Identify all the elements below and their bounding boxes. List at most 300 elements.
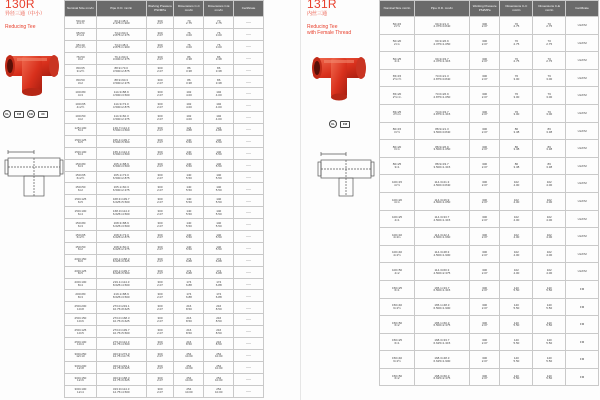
table-row [65, 124, 264, 136]
cell-pipe-od: 114.3×60.3 4.500×2.375 [96, 112, 146, 124]
cell-dimension-ce: 140 5.50 [533, 316, 566, 334]
cell-working-pressure: 300 2.07 [469, 333, 500, 351]
cell-dimension-cc: 140 5.50 [500, 316, 533, 334]
cell-dimension-ce: 140 5.50 [204, 147, 234, 159]
cell-working-pressure: 300 2.07 [469, 52, 500, 70]
cell-dimension-cc: 174 6.88 [174, 266, 204, 278]
table-row [380, 298, 599, 316]
cell-dimension-cc: 216 8.50 [174, 314, 204, 326]
cell-certificate: ----- [234, 290, 264, 302]
cell-certificate: ----- [234, 135, 264, 147]
cell-pipe-od: 168.3×60.3 6.625×2.375 [415, 368, 470, 386]
cell-pipe-od: 219.1×114.3 8.625×4.500 [96, 278, 146, 290]
cell-nominal-size: 65×25 2½×1 [380, 104, 415, 122]
cell-certificate: ----- [234, 231, 264, 243]
cell-certificate: FM [566, 316, 599, 334]
cell-dimension-ce: 174 6.88 [204, 254, 234, 266]
table-row [65, 100, 264, 112]
table-row [380, 228, 599, 246]
cell-dimension-ce: 140 5.50 [204, 242, 234, 254]
fm-icon: FM [14, 111, 24, 118]
cell-dimension-cc: 140 5.50 [500, 298, 533, 316]
cell-certificate: ----- [234, 147, 264, 159]
cell-pipe-od: 323.9×168.3 12.75×6.625 [96, 373, 146, 385]
cell-nominal-size: 300×100 12×4 [65, 385, 97, 397]
cell-pipe-od: 60.3×33.7 2.375×1.315 [415, 52, 470, 70]
table-row [65, 219, 264, 231]
cell-dimension-ce: 70 2.75 [204, 17, 234, 29]
cell-nominal-size: 125×100 5×4 [65, 124, 97, 136]
table-row [65, 302, 264, 314]
cell-pipe-od: 323.9×219.1 12.75×8.625 [96, 361, 146, 373]
table-row [380, 122, 599, 140]
cell-dimension-ce: 140 5.50 [533, 280, 566, 298]
cell-pipe-od: 168.3×73.0 6.625×2.875 [96, 231, 146, 243]
cell-pipe-od: 273.0×219.1 10.75×8.625 [96, 302, 146, 314]
cell-nominal-size: 150×25 6×1 [380, 333, 415, 351]
cell-dimension-ce: 254 10.00 [204, 385, 234, 397]
table-row [380, 87, 599, 105]
cell-dimension-cc: 70 2.75 [500, 34, 533, 52]
table-row [65, 373, 264, 385]
cell-dimension-cc: 140 5.50 [500, 280, 533, 298]
cell-dimension-cc: 140 5.50 [174, 195, 204, 207]
cell-dimension-ce: 140 5.50 [204, 183, 234, 195]
cell-working-pressure: 300 2.07 [146, 64, 174, 76]
cell-pipe-od: 168.3×33.7 6.625×1.315 [415, 333, 470, 351]
cell-dimension-ce: 140 5.50 [533, 351, 566, 369]
table-row [65, 231, 264, 243]
cell-pipe-od: 273.0×168.3 10.75×6.625 [96, 314, 146, 326]
table-row [65, 76, 264, 88]
cell-certificate: ----- [234, 254, 264, 266]
table-row [65, 28, 264, 40]
cell-dimension-cc: 102 4.00 [500, 192, 533, 210]
cell-working-pressure: 300 2.07 [469, 140, 500, 158]
table-row [380, 263, 599, 281]
cell-dimension-cc: 86 3.38 [500, 157, 533, 175]
cell-dimension-ce: 102 4.00 [533, 228, 566, 246]
cell-dimension-ce: 86 3.38 [533, 157, 566, 175]
cell-certificate: ----- [234, 266, 264, 278]
cell-certificate: ----- [234, 338, 264, 350]
cell-nominal-size: 200×125 8×5 [65, 266, 97, 278]
subtitle-chinese: 异径三通（中小） [5, 11, 46, 17]
cell-working-pressure: 300 2.07 [469, 157, 500, 175]
cell-dimension-cc: 102 4.00 [500, 263, 533, 281]
cell-nominal-size: 50×40 2×1½ [65, 17, 97, 29]
cell-nominal-size: 100×80 4×3 [65, 88, 97, 100]
cell-working-pressure: 300 2.07 [146, 349, 174, 361]
reducing-tee-photo [4, 38, 60, 98]
cell-dimension-cc: 86 3.38 [500, 140, 533, 158]
threaded-tee-photo [311, 48, 367, 108]
cell-pipe-od: 60.3×48.3 2.375×1.900 [96, 17, 146, 29]
table-row [65, 361, 264, 373]
cell-working-pressure: 300 2.07 [146, 385, 174, 397]
cell-pipe-od: 73.0×33.7 2.875×1.315 [415, 104, 470, 122]
cell-certificate: UL/FM [566, 245, 599, 263]
cell-dimension-ce: 140 5.50 [204, 207, 234, 219]
subtitle-english-2: with Female Thread [307, 30, 352, 36]
col-dimension-cc: Dimensions C-C mm/in [174, 1, 204, 17]
cell-pipe-od: 88.9×33.7 3.500×1.315 [415, 157, 470, 175]
cell-nominal-size: 250×125 10×5 [65, 326, 97, 338]
cell-dimension-cc: 254 10.00 [174, 385, 204, 397]
cell-pipe-od: 139.7×114.3 5.500×4.500 [96, 124, 146, 136]
cell-nominal-size: 250×200 10×8 [65, 302, 97, 314]
cell-nominal-size: 100×65 4×2½ [65, 100, 97, 112]
cell-nominal-size: 100×15 4×½ [380, 175, 415, 193]
cell-dimension-ce: 76 3.00 [533, 104, 566, 122]
cell-certificate: ----- [234, 385, 264, 397]
cell-dimension-cc: 102 4.00 [500, 210, 533, 228]
cell-working-pressure: 300 2.07 [146, 88, 174, 100]
cell-certificate: UL/FM [566, 263, 599, 281]
cell-dimension-cc: 70 2.75 [174, 17, 204, 29]
cell-working-pressure: 300 2.07 [469, 316, 500, 334]
cell-working-pressure: 300 2.07 [146, 159, 174, 171]
cell-nominal-size: 150×65 6×2½ [65, 171, 97, 183]
cell-dimension-ce: 140 5.50 [204, 195, 234, 207]
cell-dimension-ce: 174 6.88 [204, 266, 234, 278]
cell-working-pressure: 300 2.07 [146, 242, 174, 254]
cell-dimension-ce: 70 2.75 [533, 17, 566, 35]
table-row [380, 104, 599, 122]
cell-working-pressure: 300 2.07 [146, 231, 174, 243]
cell-working-pressure: 300 2.07 [146, 100, 174, 112]
cell-certificate: FM [566, 368, 599, 386]
cell-nominal-size: 150×50 6×2 [65, 183, 97, 195]
table-row [65, 195, 264, 207]
cell-working-pressure: 300 2.07 [469, 122, 500, 140]
cell-certificate: UL/FM [566, 228, 599, 246]
cell-dimension-ce: 140 5.50 [204, 231, 234, 243]
cell-pipe-od: 73.0×48.3 2.875×1.900 [96, 40, 146, 52]
cell-dimension-cc: 216 8.50 [174, 338, 204, 350]
cell-certificate: UL/FM [566, 192, 599, 210]
table-row [380, 333, 599, 351]
fm-icon: FM [340, 121, 350, 128]
spec-table-131r [379, 0, 599, 386]
cell-pipe-od: 323.9×114.3 12.75×4.500 [96, 385, 146, 397]
cell-dimension-ce: 216 8.50 [204, 326, 234, 338]
spec-table-body [65, 17, 264, 398]
cell-certificate: ----- [234, 52, 264, 64]
cell-working-pressure: 300 2.07 [469, 368, 500, 386]
cell-certificate: UL/FM [566, 34, 599, 52]
cell-dimension-ce: 216 8.50 [204, 338, 234, 350]
cell-dimension-cc: 76 3.00 [500, 104, 533, 122]
cell-certificate: FM [566, 333, 599, 351]
cell-certificate: ----- [234, 159, 264, 171]
cell-working-pressure: 300 2.07 [469, 263, 500, 281]
cell-working-pressure: 300 2.07 [146, 52, 174, 64]
cell-dimension-ce: 254 10.00 [204, 349, 234, 361]
cell-dimension-ce: 216 8.50 [204, 314, 234, 326]
cell-working-pressure: 300 2.07 [146, 171, 174, 183]
cell-pipe-od: 219.1×88.9 8.625×3.500 [96, 290, 146, 302]
table-row [65, 183, 264, 195]
table-row [380, 69, 599, 87]
cell-working-pressure: 300 2.07 [146, 124, 174, 136]
table-row [380, 175, 599, 193]
cell-certificate: ----- [234, 242, 264, 254]
cell-pipe-od: 73.0×60.3 2.875×2.375 [96, 28, 146, 40]
col-working-pressure: Working Pressure PSI/MPa [469, 1, 500, 17]
cell-certificate: ----- [234, 100, 264, 112]
cell-dimension-cc: 174 6.88 [174, 278, 204, 290]
cell-working-pressure: 300 2.07 [146, 326, 174, 338]
cell-nominal-size: 50×25 2×1 [380, 52, 415, 70]
cell-dimension-cc: 86 3.38 [174, 64, 204, 76]
cell-nominal-size: 80×25 3×1 [380, 157, 415, 175]
cell-dimension-cc: 174 6.88 [174, 290, 204, 302]
cell-dimension-ce: 86 3.38 [204, 52, 234, 64]
cell-dimension-ce: 102 4.00 [533, 192, 566, 210]
cell-working-pressure: 300 2.07 [469, 192, 500, 210]
cell-certificate: ----- [234, 28, 264, 40]
cell-dimension-cc: 216 8.50 [174, 326, 204, 338]
cell-dimension-cc: 140 5.50 [174, 207, 204, 219]
certification-logos [3, 110, 48, 118]
col-dimension-cc: Dimensions C-C mm/in [500, 1, 533, 17]
cell-working-pressure: 300 2.07 [146, 290, 174, 302]
table-row [65, 266, 264, 278]
cell-dimension-ce: 86 3.38 [204, 64, 234, 76]
cell-nominal-size: 150×25 6×1 [380, 280, 415, 298]
cell-pipe-od: 165.1×60.3 6.500×2.375 [415, 316, 470, 334]
table-row [380, 192, 599, 210]
table-row [65, 385, 264, 397]
cell-dimension-ce: 254 10.00 [204, 361, 234, 373]
cell-nominal-size: 100×25 4×1 [380, 210, 415, 228]
cell-working-pressure: 300 2.07 [146, 302, 174, 314]
cell-certificate: FM [566, 351, 599, 369]
cell-pipe-od: 60.3×26.9 2.375×1.050 [415, 34, 470, 52]
cell-nominal-size: 100×20 4×¾ [380, 192, 415, 210]
cell-dimension-ce: 70 2.75 [533, 52, 566, 70]
cell-dimension-cc: 76 3.00 [500, 87, 533, 105]
cell-dimension-ce: 174 6.88 [204, 278, 234, 290]
cell-pipe-od: 88.9×26.9 3.500×1.050 [415, 140, 470, 158]
cell-certificate: ----- [234, 195, 264, 207]
tee-technical-drawing [317, 142, 377, 202]
cell-certificate: UL/FM [566, 17, 599, 35]
cell-dimension-ce: 174 6.88 [204, 290, 234, 302]
cell-nominal-size: 200×100 8×4 [65, 278, 97, 290]
cell-certificate: ----- [234, 40, 264, 52]
cell-dimension-ce: 140 5.50 [533, 368, 566, 386]
cell-certificate: ----- [234, 314, 264, 326]
cell-pipe-od: 114.3×48.3 4.500×1.900 [415, 245, 470, 263]
col-certificate: Certificate [234, 1, 264, 17]
cell-dimension-cc: 70 2.75 [500, 17, 533, 35]
cell-pipe-od: 323.9×273.0 12.75×10.75 [96, 349, 146, 361]
cell-nominal-size: 100×40 4×1½ [380, 245, 415, 263]
cell-working-pressure: 300 2.07 [469, 87, 500, 105]
cell-certificate: UL/FM [566, 87, 599, 105]
cell-pipe-od: 73.0×26.9 2.875×1.050 [415, 87, 470, 105]
cell-dimension-ce: 124 4.88 [204, 124, 234, 136]
cell-nominal-size: 250×100 10×4 [65, 338, 97, 350]
cell-working-pressure: 300 2.07 [146, 135, 174, 147]
cell-nominal-size: 80×15 3×½ [380, 122, 415, 140]
cell-dimension-ce: 140 5.50 [204, 135, 234, 147]
table-row [65, 40, 264, 52]
table-row [380, 280, 599, 298]
cell-working-pressure: 300 2.07 [469, 34, 500, 52]
cell-working-pressure: 300 2.07 [469, 175, 500, 193]
cell-working-pressure: 300 2.07 [469, 351, 500, 369]
cell-dimension-cc: 86 3.38 [174, 52, 204, 64]
cell-working-pressure: 300 2.07 [469, 245, 500, 263]
table-row [65, 326, 264, 338]
cell-working-pressure: 300 2.07 [146, 361, 174, 373]
cell-nominal-size: 200×150 8×6 [65, 254, 97, 266]
cell-dimension-ce: 102 4.00 [533, 245, 566, 263]
cell-dimension-cc: 254 10.00 [174, 349, 204, 361]
cell-working-pressure: 300 2.07 [146, 338, 174, 350]
cell-certificate: ----- [234, 278, 264, 290]
cell-certificate: ----- [234, 183, 264, 195]
cell-nominal-size: 65×40 2½×1½ [65, 40, 97, 52]
col-nominal-size: Nominal Size mm/in [65, 1, 97, 17]
table-row [380, 140, 599, 158]
cell-pipe-od: 114.3×21.3 4.500×0.840 [415, 175, 470, 193]
cell-working-pressure: 300 2.07 [146, 207, 174, 219]
certification-logos [329, 120, 350, 128]
cell-working-pressure: 300 2.07 [469, 17, 500, 35]
cell-pipe-od: 165.1×88.9 6.500×3.500 [96, 159, 146, 171]
table-row [65, 349, 264, 361]
cell-nominal-size: 300×200 12×8 [65, 361, 97, 373]
cell-certificate: ----- [234, 171, 264, 183]
cell-certificate: UL/FM [566, 69, 599, 87]
ccc-icon: 3C [38, 111, 48, 118]
cell-working-pressure: 300 2.07 [469, 210, 500, 228]
cell-nominal-size: 150×50 6×2 [380, 316, 415, 334]
cell-pipe-od: 114.3×33.7 4.500×1.315 [415, 210, 470, 228]
cell-dimension-cc: 102 4.00 [174, 100, 204, 112]
cell-dimension-ce: 76 3.00 [204, 40, 234, 52]
cell-dimension-cc: 140 5.50 [174, 231, 204, 243]
subtitle-chinese: 内丝三通 [307, 11, 328, 17]
cell-dimension-ce: 140 5.50 [204, 219, 234, 231]
table-row [65, 135, 264, 147]
cell-nominal-size: 300×150 12×6 [65, 373, 97, 385]
cell-nominal-size: 150×80 6×3 [65, 159, 97, 171]
table-row [65, 64, 264, 76]
cell-pipe-od: 114.3×60.3 4.500×2.375 [415, 263, 470, 281]
cell-certificate: UL/FM [566, 157, 599, 175]
cell-pipe-od: 168.3×114.3 6.625×4.500 [96, 207, 146, 219]
cell-working-pressure: 300 2.07 [146, 314, 174, 326]
cell-dimension-cc: 140 5.50 [174, 242, 204, 254]
ul-icon: UL [5, 112, 9, 116]
cell-nominal-size: 65×20 2½×¾ [380, 87, 415, 105]
cell-dimension-cc: 140 5.50 [174, 159, 204, 171]
cell-certificate: ----- [234, 361, 264, 373]
cell-pipe-od: 114.3×42.4 4.500×1.660 [415, 228, 470, 246]
cell-dimension-ce: 102 4.00 [533, 263, 566, 281]
cell-working-pressure: 300 2.07 [146, 147, 174, 159]
cell-dimension-cc: 254 10.00 [174, 361, 204, 373]
cell-working-pressure: 300 2.07 [146, 278, 174, 290]
cell-certificate: ----- [234, 17, 264, 29]
ul-icon: UL [331, 122, 335, 126]
cell-dimension-cc: 86 3.38 [174, 76, 204, 88]
cell-pipe-od: 219.1×168.3 8.625×6.625 [96, 254, 146, 266]
table-row [380, 34, 599, 52]
cell-dimension-cc: 174 6.88 [174, 254, 204, 266]
cell-nominal-size: 150×50 6×2 [380, 368, 415, 386]
cell-certificate: UL/FM [566, 122, 599, 140]
table-row [65, 112, 264, 124]
cell-pipe-od: 165.1×73.0 6.500×2.875 [96, 171, 146, 183]
table-row [380, 17, 599, 35]
cell-dimension-ce: 102 4.00 [533, 175, 566, 193]
cell-certificate: ----- [234, 76, 264, 88]
cell-nominal-size: 100×32 4×1¼ [380, 228, 415, 246]
cell-working-pressure: 300 2.07 [469, 280, 500, 298]
cell-nominal-size: 300×250 12×10 [65, 349, 97, 361]
spec-table-130r [64, 0, 264, 398]
cell-dimension-cc: 140 5.50 [174, 147, 204, 159]
cell-pipe-od: 73.0×21.3 2.875×0.840 [415, 69, 470, 87]
table-row [65, 242, 264, 254]
cell-dimension-ce: 76 3.00 [533, 69, 566, 87]
table-row [380, 316, 599, 334]
cell-certificate: ----- [234, 88, 264, 100]
cell-nominal-size: 65×50 2½×2 [65, 28, 97, 40]
cell-dimension-cc: 140 5.50 [500, 333, 533, 351]
cell-working-pressure: 300 2.07 [469, 298, 500, 316]
cell-pipe-od: 165.1×139.7 6.500×5.500 [96, 135, 146, 147]
table-row [380, 52, 599, 70]
cell-certificate: UL/FM [566, 140, 599, 158]
cell-pipe-od: 165.1×33.7 6.500×1.315 [415, 280, 470, 298]
cell-dimension-cc: 140 5.50 [500, 351, 533, 369]
cell-nominal-size: 80×20 3×¾ [380, 140, 415, 158]
cell-pipe-od: 219.1×139.7 8.625×5.500 [96, 266, 146, 278]
cell-dimension-ce: 140 5.50 [533, 298, 566, 316]
cell-certificate: UL/FM [566, 175, 599, 193]
cell-nominal-size: 150×50 6×2 [65, 242, 97, 254]
cell-dimension-cc: 140 5.50 [174, 219, 204, 231]
cell-nominal-size: 150×65 6×2½ [65, 231, 97, 243]
cell-certificate: ----- [234, 112, 264, 124]
cell-nominal-size: 50×15 2×½ [380, 17, 415, 35]
cell-certificate: ----- [234, 373, 264, 385]
cell-dimension-ce: 76 3.00 [533, 87, 566, 105]
cell-dimension-cc: 124 4.88 [174, 124, 204, 136]
cell-certificate: FM [566, 280, 599, 298]
cell-nominal-size: 150×40 6×1½ [380, 298, 415, 316]
cell-certificate: UL/FM [566, 104, 599, 122]
table-row [65, 278, 264, 290]
cell-working-pressure: 300 2.07 [146, 266, 174, 278]
cell-certificate: ----- [234, 349, 264, 361]
table-row [65, 254, 264, 266]
col-nominal-size: Nominal Size mm/in [380, 1, 415, 17]
cell-pipe-od: 165.1×114.3 6.500×4.500 [96, 147, 146, 159]
col-pipe-od: Pipe O.D. mm/in [96, 1, 146, 17]
cell-pipe-od: 168.3×48.3 6.625×1.900 [415, 351, 470, 369]
cell-nominal-size: 65×15 2½×½ [380, 69, 415, 87]
cell-dimension-ce: 86 3.38 [204, 76, 234, 88]
cell-dimension-ce: 102 4.00 [204, 112, 234, 124]
